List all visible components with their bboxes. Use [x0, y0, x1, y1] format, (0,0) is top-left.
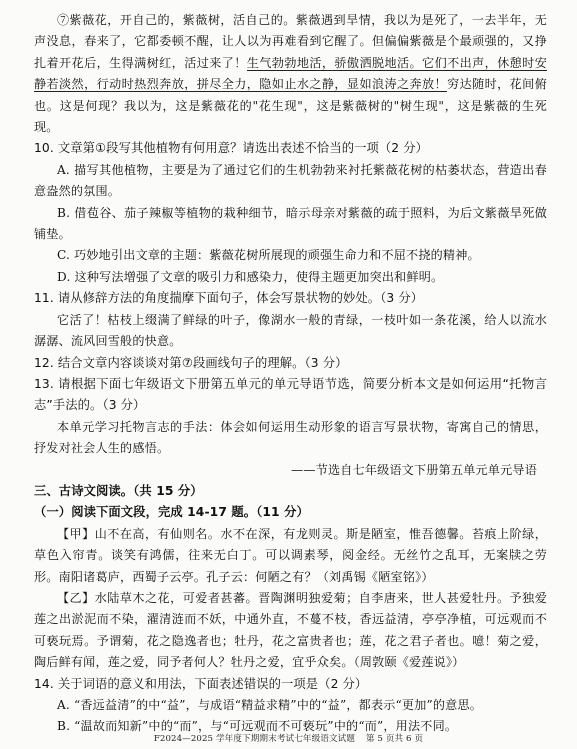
section-3-subtitle: （一）阅读下面文段，完成 14-17 题。（11 分）: [34, 505, 309, 520]
passage-jia: 【甲】山不在高，有仙则名。水不在深，有龙则灵。斯是陋室，惟吾德馨。苔痕上阶绿，草色入帘青。谈笑有鸿儒，往来无白丁。可以调素琴，阅金经。无丝竹之乱耳，无案牍之劳形。南阳诸葛庐，西蜀子云亭。孔子云：何陋之有？（刘禹锡《陋室铭》）: [34, 526, 547, 584]
q14-option-a: A. “香远益清”的中“益”，与成语“精益求精”中的“益”，都表示“更加”的意思。: [56, 698, 483, 712]
footer-exam-title: F2024—2025 学年度下期期末考试七年级语文试题: [153, 734, 356, 744]
passage-paragraph-7: [34, 10, 547, 138]
q11-quote: 它活了！枯枝上缀满了鲜绿的叶子，像湖水一般的青绿，一枝叶如一条花溪，给人以流水潺潺、流风回雪般的快意。: [34, 312, 547, 349]
q12-stem: 12. 结合文章内容谈谈对第⑦段画线句子的理解。（3 分）: [34, 355, 348, 370]
passage-yi: 【乙】水陆草木之花，可爱者甚蕃。晋陶渊明独爱菊；自李唐来，世人甚爱牡丹。予独爱莲之出淤泥而不染，濯清涟而不妖，中通外直，不蔓不枝，香远益清，亭亭净植，可远观而不可亵玩焉。予谓菊，花之隐逸者也；牡丹，花之富贵者也；莲，花之君子者也。噫！菊之爱，陶后鲜有闻，莲之爱，同予者何人？牡丹之爱，宜乎众矣。（周敦颐《爱莲说》）: [34, 590, 547, 670]
p7-underline-2: 它们不出声，休憩时安静若淡然，行动时热烈奔放，拼尽全力，隐如止水之静，显如浪涛之奔放！: [34, 55, 547, 92]
p7-text-a: ⑦紫薇花，开自己的，紫薇树，活自己的。紫薇遇到旱情，我以为是死了，一去半年，无声没息，春来了，它都委顿不醒，让人以为再难看到它醒了。但偏偏紫薇是个最顽强的，又挣扎着开花后，生得满树红，活过来了！: [34, 13, 547, 70]
q10-option-b: B. 借苞谷、茄子辣椒等植物的栽种细节，暗示母亲对紫薇的疏于照料，为后文紫薇旱死做铺垫。: [34, 205, 547, 242]
section-3-title: 三、古诗文阅读。（共 15 分）: [34, 483, 203, 498]
page-footer: [0, 732, 577, 744]
q10-option-c: C. 巧妙地引出文章的主题：紫薇花树所展现的顽强生命力和不屈不挠的精神。: [56, 248, 480, 263]
q10-option-d: D. 这种写法增强了文章的吸引力和感染力，使得主题更加突出和鲜明。: [56, 269, 444, 284]
footer-page-number: 第 5 页共 6 页: [365, 734, 424, 744]
q10-option-a: A. 描写其他植物，主要是为了通过它们的生机勃勃来衬托紫薇花树的枯萎状态，营造出春意盎然的氛围。: [34, 162, 547, 199]
q14-option-b: B. “温故而知新”中的“而”，与“可远观而不可亵玩”中的“而”，用法不同。: [56, 719, 458, 734]
q13-quote: 本单元学习托物言志的手法：体会如何运用生动形象的语言写景状物，寄寓自己的情思，抒发对社会人生的感悟。: [34, 419, 547, 456]
q13-source: ——节选自七年级语文下册第五单元单元导语: [291, 462, 537, 477]
p7-underline-1: 生气勃勃地活，骄傲洒脱地活。: [246, 55, 423, 70]
q10-stem: 10. 文章第①段写其他植物有何用意？请选出表述不恰当的一项（2 分）: [34, 141, 429, 156]
q13-stem: 13. 请根据下面七年级语文下册第五单元的单元导语节选，简要分析本文是如何运用“托物言志”手法的。（3 分）: [34, 376, 547, 413]
q11-stem: 11. 请从修辞方法的角度揣摩下面句子，体会写景状物的妙处。（3 分）: [34, 291, 424, 306]
q14-stem: 14. 关于词语的意义和用法，下面表述错误的一项是（2 分）: [34, 676, 368, 691]
p7-text-c: 穷达随时，花间俯也。这是何现？我以为，这是紫薇花的"花生现"，这是紫薇树的"树生现"，这是紫薇的生死现。: [34, 77, 547, 135]
